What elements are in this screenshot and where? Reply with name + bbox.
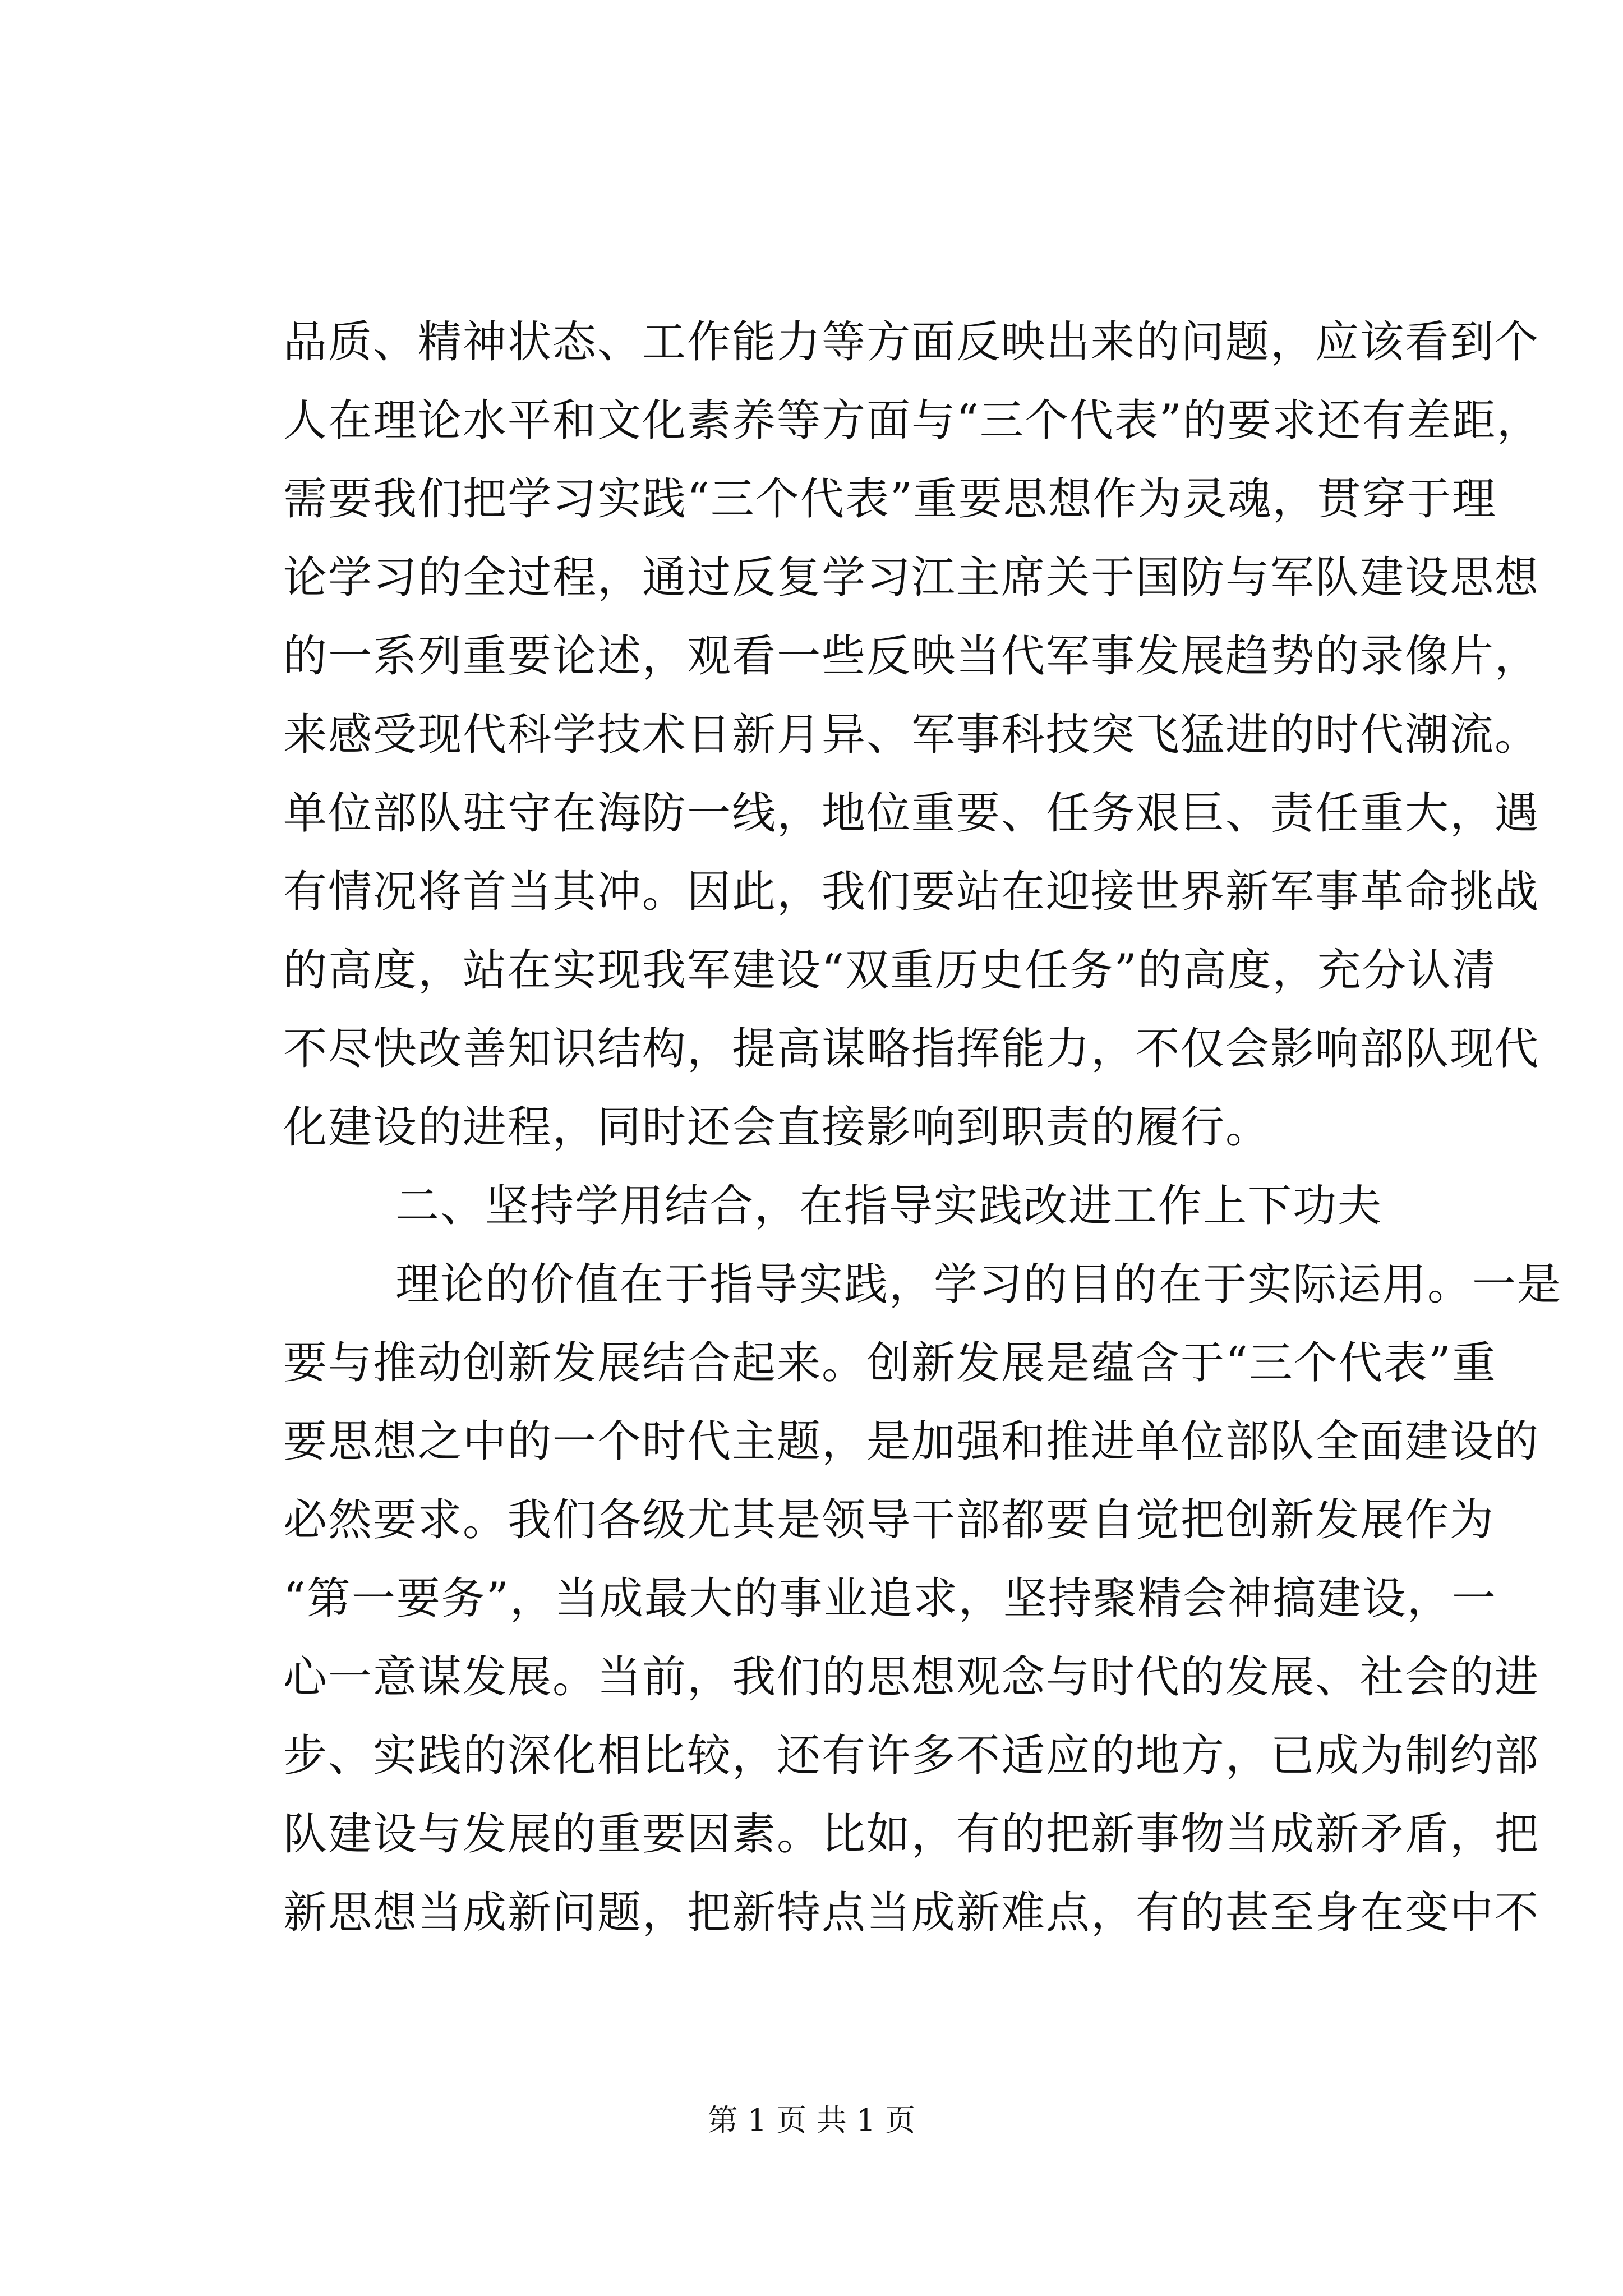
text-line: “第一要务”，当成最大的事业追求，坚持聚精会神搞建设，一 — [283, 1573, 1497, 1624]
text-line: 来感受现代科学技术日新月异、军事科技突飞猛进的时代潮流。 — [283, 710, 1540, 760]
text-line: 步、实践的深化相比较，还有许多不适应的地方，已成为制约部 — [283, 1731, 1540, 1781]
text-line: 的高度，站在实现我军建设“双重历史任务”的高度，充分认清 — [283, 945, 1497, 996]
text-line: 单位部队驻守在海防一线，地位重要、任务艰巨、责任重大，遇 — [283, 788, 1540, 839]
document-body — [283, 303, 1562, 1952]
text-line: 新思想当成新问题，把新特点当成新难点，有的甚至身在变中不 — [283, 1888, 1540, 1938]
text-line: 有情况将首当其冲。因此，我们要站在迎接世界新军事革命挑战 — [283, 867, 1540, 917]
text-line: 需要我们把学习实践“三个代表”重要思想作为灵魂，贯穿于理 — [283, 474, 1497, 524]
text-line: 化建设的进程，同时还会直接影响到职责的履行。 — [283, 1102, 1271, 1153]
text-line: 人在理论水平和文化素养等方面与“三个代表”的要求还有差距， — [283, 395, 1542, 446]
text-line: 要思想之中的一个时代主题，是加强和推进单位部队全面建设的 — [283, 1416, 1540, 1467]
text-line: 必然要求。我们各级尤其是领导干部都要自觉把创新发展作为 — [283, 1495, 1495, 1545]
text-line: 品质、精神状态、工作能力等方面反映出来的问题，应该看到个 — [283, 317, 1540, 367]
page-footer: 第 1 页 共 1 页 — [707, 2102, 916, 2138]
text-line: 心一意谋发展。当前，我们的思想观念与时代的发展、社会的进 — [283, 1652, 1540, 1703]
text-line: 论学习的全过程，通过反复学习江主席关于国防与军队建设思想 — [283, 553, 1540, 603]
text-line: 要与推动创新发展结合起来。创新发展是蕴含于“三个代表”重 — [283, 1338, 1497, 1388]
text-line: 队建设与发展的重要因素。比如，有的把新事物当成新矛盾，把 — [283, 1809, 1540, 1860]
text-line: 理论的价值在于指导实践，学习的目的在于实际运用。一是 — [395, 1259, 1562, 1310]
text-line: 二、坚持学用结合，在指导实践改进工作上下功夫 — [395, 1181, 1383, 1231]
text-line: 不尽快改善知识结构，提高谋略指挥能力，不仅会影响部队现代 — [283, 1024, 1540, 1074]
text-line: 的一系列重要论述，观看一些反映当代军事发展趋势的录像片， — [283, 631, 1540, 682]
